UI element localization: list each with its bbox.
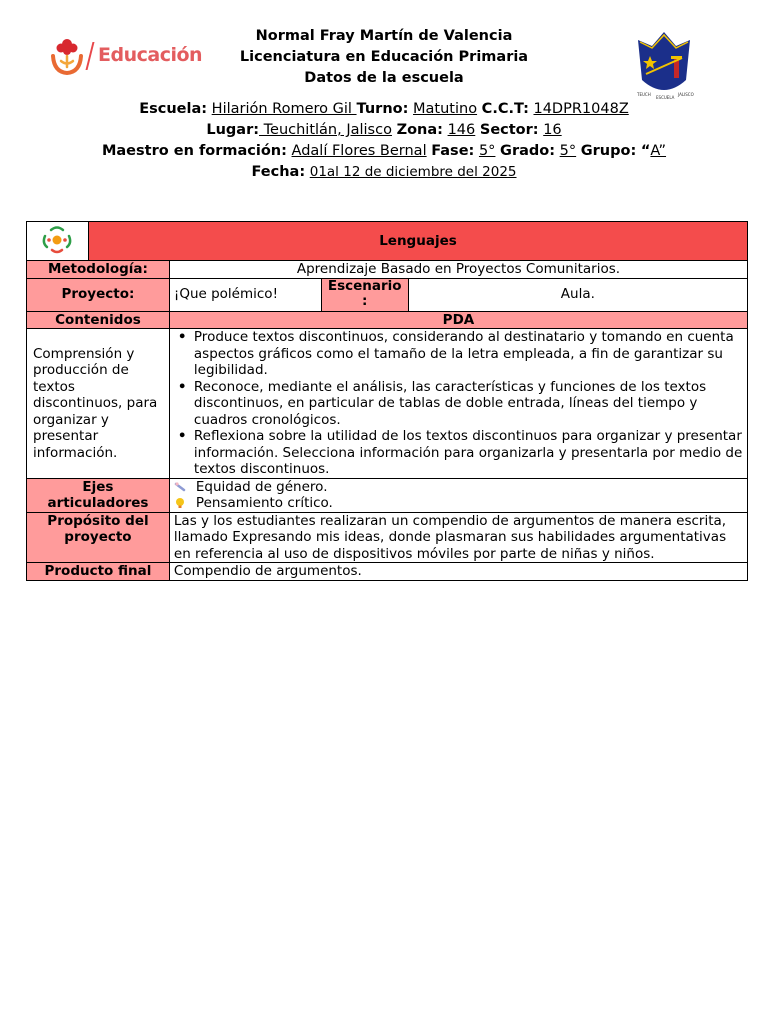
svg-text:TEUCH: TEUCH	[637, 92, 651, 97]
proyecto-value: ¡Que polémico!	[169, 278, 321, 311]
grado-label: Grado:	[500, 143, 556, 159]
sector-value: 16	[543, 122, 562, 138]
proyecto-label: Proyecto:	[27, 278, 170, 311]
pensamiento-icon	[174, 497, 186, 509]
logo-brand-text: Educación	[98, 44, 203, 66]
pda-item: • Produce textos discontinuos, considerando al destinatario y tomando en cuenta aspectos gráficos como el tamaño de la letra empleada, a fin de garantizar su legibilidad.	[174, 329, 743, 379]
proposito-value: Las y los estudiantes realizaran un compendio de argumentos de manera escrita, llamado Expresando mis ideas, donde plasmaran sus habilidades argumentativas en referencia al uso de dispositivos móviles por parte de niñas y niños.	[169, 512, 747, 563]
cct-value: 14DPR1048Z	[533, 101, 629, 117]
metodologia-label: Metodología:	[27, 261, 170, 279]
grupo-open-quote: “	[640, 143, 651, 159]
ejes-cell	[169, 478, 747, 512]
escuela-value: Hilarión Romero Gil	[211, 101, 357, 117]
lenguajes-campo-icon	[39, 223, 75, 255]
producto-label: Producto final	[27, 563, 170, 581]
zona-label: Zona:	[396, 122, 443, 138]
pda-item: • Reconoce, mediante el análisis, las características y funciones de los textos discontinuos, en particular de tablas de doble entrada, líneas del tiempo y cuadros cronológicos.	[174, 379, 743, 429]
fase-value: 5°	[478, 143, 496, 159]
sector-label: Sector:	[479, 122, 539, 138]
proposito-row	[27, 512, 748, 563]
fecha-value: 01al 12 de diciembre del 2025	[309, 164, 517, 180]
school-info	[0, 99, 768, 183]
pda-item: • Reflexiona sobre la utilidad de los textos discontinuos para organizar y presentar información. Selecciona información para organizarla y presentarla por medio de textos discontinuos.	[174, 428, 743, 478]
svg-text:JALISCO: JALISCO	[678, 92, 694, 97]
lugar-value: Teuchitlán, Jalisco	[259, 122, 392, 138]
fecha-label: Fecha:	[251, 164, 306, 180]
svg-text:ESCUELA: ESCUELA	[656, 95, 675, 100]
pda-label: PDA	[169, 311, 747, 329]
maestro-label: Maestro en formación:	[101, 143, 287, 159]
producto-value: Compendio de argumentos.	[169, 563, 747, 581]
ejes-row	[27, 478, 748, 512]
producto-row	[27, 563, 748, 581]
escenario-value: Aula.	[408, 278, 747, 311]
section-title: Datos de la escuela	[304, 70, 464, 86]
info-line-maestro	[0, 141, 768, 162]
planning-table	[26, 221, 748, 581]
escenario-label: Escenario :	[321, 278, 408, 311]
cct-label: C.C.T:	[481, 101, 529, 117]
zona-value: 146	[447, 122, 476, 138]
grupo-value: A”	[650, 143, 667, 159]
metodologia-row	[27, 261, 748, 279]
fase-label: Fase	[431, 143, 469, 159]
campo-formativo-title: Lenguajes	[88, 222, 747, 261]
contenidos-header-row	[27, 311, 748, 329]
equidad-icon	[174, 481, 186, 493]
escuela-label: Escuela:	[139, 101, 208, 117]
eje-text: Equidad de género.	[195, 478, 328, 495]
info-line-escuela	[0, 99, 768, 120]
metodologia-value: Aprendizaje Basado en Proyectos Comunitarios.	[169, 261, 747, 279]
lugar-label: Lugar:	[206, 122, 260, 138]
contenido-value: Comprensión y producción de textos discontinuos, para organizar y presentar información.	[27, 329, 170, 479]
pda-list	[174, 329, 743, 478]
institution-name: Normal Fray Martín de Valencia	[255, 28, 513, 44]
proyecto-row	[27, 278, 748, 311]
campo-row	[27, 222, 748, 261]
eje-item	[174, 479, 743, 496]
fase-separator: :	[468, 143, 475, 159]
document-header	[0, 26, 768, 89]
contenidos-row	[27, 329, 748, 479]
program-name: Licenciatura en Educación Primaria	[239, 49, 529, 65]
turno-value: Matutino	[413, 101, 478, 117]
turno-label: Turno:	[356, 101, 409, 117]
eje-item	[174, 495, 743, 512]
ejes-label: Ejes articuladores	[27, 478, 170, 512]
eje-text: Pensamiento crítico.	[195, 495, 333, 511]
info-line-lugar	[0, 120, 768, 141]
info-line-fecha	[0, 162, 768, 183]
campo-icon-cell	[27, 222, 89, 261]
grado-value: 5°	[559, 143, 577, 159]
pda-list-cell	[169, 329, 747, 479]
grupo-label: Grupo:	[580, 143, 637, 159]
contenidos-label: Contenidos	[27, 311, 170, 329]
proposito-label: Propósito del proyecto	[27, 512, 170, 563]
maestro-value: Adalí Flores Bernal	[291, 143, 427, 159]
